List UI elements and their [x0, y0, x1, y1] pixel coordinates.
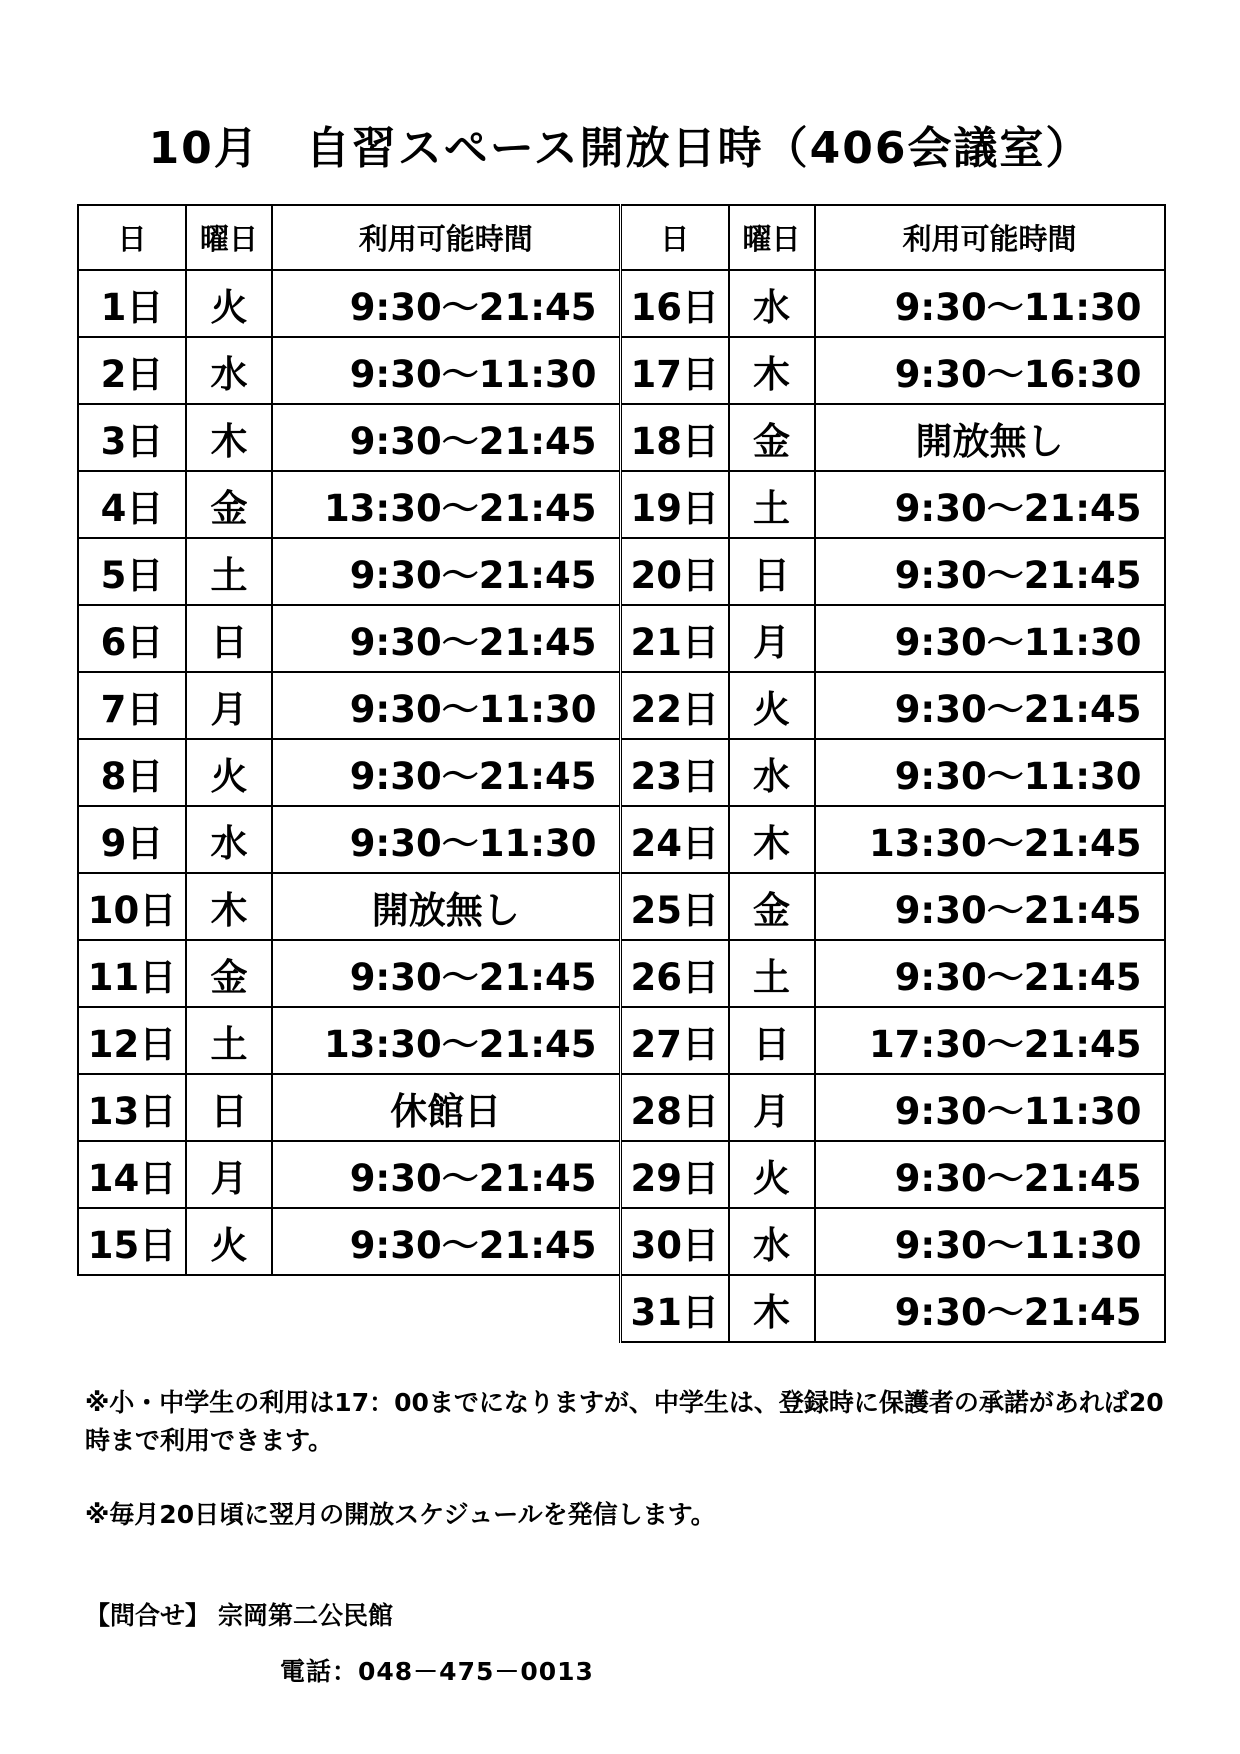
weekday-cell: 日	[729, 538, 815, 605]
table-row	[78, 538, 620, 605]
hours-cell: 9:30～11:30	[272, 806, 620, 873]
weekday-cell: 土	[729, 471, 815, 538]
day-cell: 29日	[621, 1141, 729, 1208]
hours-cell: 9:30～21:45	[272, 538, 620, 605]
contact-phone: 電話：048－475－0013	[280, 1657, 594, 1686]
weekday-cell: 月	[729, 1074, 815, 1141]
contact	[85, 1596, 393, 1632]
day-cell: 17日	[621, 337, 729, 404]
day-cell: 7日	[78, 672, 186, 739]
hours-cell: 9:30～11:30	[272, 672, 620, 739]
weekday-cell: 土	[186, 1007, 272, 1074]
table-row	[78, 605, 620, 672]
day-cell: 20日	[621, 538, 729, 605]
table-row	[78, 940, 620, 1007]
day-cell: 10日	[78, 873, 186, 940]
table-row	[78, 873, 620, 940]
weekday-cell: 火	[186, 739, 272, 806]
hours-cell: 13:30～21:45	[272, 471, 620, 538]
weekday-cell: 金	[729, 873, 815, 940]
day-cell: 21日	[621, 605, 729, 672]
day-cell: 27日	[621, 1007, 729, 1074]
weekday-cell: 土	[729, 940, 815, 1007]
header-weekday: 曜日	[729, 205, 815, 270]
hours-cell: 13:30～21:45	[815, 806, 1165, 873]
table-header-row	[78, 205, 620, 270]
day-cell: 8日	[78, 739, 186, 806]
table-row	[621, 873, 1165, 940]
day-cell: 19日	[621, 471, 729, 538]
weekday-cell: 日	[729, 1007, 815, 1074]
table-row	[78, 1074, 620, 1141]
weekday-cell: 水	[186, 337, 272, 404]
day-cell: 25日	[621, 873, 729, 940]
day-cell: 23日	[621, 739, 729, 806]
hours-cell: 9:30～21:45	[272, 404, 620, 471]
table-row	[621, 538, 1165, 605]
day-cell: 2日	[78, 337, 186, 404]
weekday-cell: 水	[729, 739, 815, 806]
table-row	[621, 270, 1165, 337]
day-cell: 26日	[621, 940, 729, 1007]
day-cell: 30日	[621, 1208, 729, 1275]
table-row	[78, 404, 620, 471]
closed-cell: 開放無し	[272, 873, 620, 940]
weekday-cell: 火	[729, 672, 815, 739]
table-row	[621, 806, 1165, 873]
hours-cell: 9:30～21:45	[815, 672, 1165, 739]
table-row	[78, 471, 620, 538]
day-cell: 3日	[78, 404, 186, 471]
day-cell: 12日	[78, 1007, 186, 1074]
hours-cell: 9:30～21:45	[272, 605, 620, 672]
table-row	[621, 1007, 1165, 1074]
day-cell: 11日	[78, 940, 186, 1007]
weekday-cell: 月	[186, 1141, 272, 1208]
day-cell: 6日	[78, 605, 186, 672]
closed-cell: 休館日	[272, 1074, 620, 1141]
hours-cell: 9:30～21:45	[272, 739, 620, 806]
day-cell: 24日	[621, 806, 729, 873]
hours-cell: 9:30～11:30	[815, 605, 1165, 672]
hours-cell: 9:30～21:45	[272, 270, 620, 337]
table-row	[621, 1141, 1165, 1208]
table-row	[621, 739, 1165, 806]
hours-cell: 13:30～21:45	[272, 1007, 620, 1074]
day-cell: 18日	[621, 404, 729, 471]
hours-cell: 17:30～21:45	[815, 1007, 1165, 1074]
hours-cell: 9:30～21:45	[815, 471, 1165, 538]
weekday-cell: 木	[186, 873, 272, 940]
weekday-cell: 土	[186, 538, 272, 605]
weekday-cell: 金	[186, 471, 272, 538]
hours-cell: 9:30～16:30	[815, 337, 1165, 404]
hours-cell: 9:30～21:45	[815, 1141, 1165, 1208]
hours-cell: 9:30～11:30	[815, 739, 1165, 806]
note-students: ※小・中学生の利用は17：00までになりますが、中学生は、登録時に保護者の承諾があれば20時まで利用できます。	[85, 1388, 1164, 1455]
hours-cell: 9:30～11:30	[815, 270, 1165, 337]
hours-cell: 9:30～21:45	[815, 940, 1165, 1007]
hours-cell: 9:30～11:30	[815, 1074, 1165, 1141]
day-cell: 28日	[621, 1074, 729, 1141]
table-row	[621, 471, 1165, 538]
weekday-cell: 水	[729, 1208, 815, 1275]
hours-cell: 9:30～21:45	[272, 940, 620, 1007]
notes	[85, 1384, 1165, 1570]
weekday-cell: 火	[186, 270, 272, 337]
day-cell: 9日	[78, 806, 186, 873]
hours-cell: 9:30～21:45	[815, 538, 1165, 605]
day-cell: 13日	[78, 1074, 186, 1141]
table-row	[621, 940, 1165, 1007]
weekday-cell: 火	[186, 1208, 272, 1275]
table-row	[78, 337, 620, 404]
weekday-cell: 火	[729, 1141, 815, 1208]
hours-cell: 9:30～11:30	[272, 337, 620, 404]
day-cell: 1日	[78, 270, 186, 337]
weekday-cell: 木	[729, 1275, 815, 1342]
weekday-cell: 水	[186, 806, 272, 873]
weekday-cell: 日	[186, 1074, 272, 1141]
hours-cell: 9:30～21:45	[815, 1275, 1165, 1342]
weekday-cell: 月	[186, 672, 272, 739]
table-row	[78, 739, 620, 806]
weekday-cell: 木	[729, 337, 815, 404]
weekday-cell: 月	[729, 605, 815, 672]
hours-cell: 9:30～21:45	[272, 1141, 620, 1208]
table-row	[78, 672, 620, 739]
table-row	[78, 806, 620, 873]
day-cell: 31日	[621, 1275, 729, 1342]
day-cell: 4日	[78, 471, 186, 538]
closed-cell: 開放無し	[815, 404, 1165, 471]
table-row	[621, 337, 1165, 404]
page-title: 10月 自習スペース開放日時（406会議室）	[148, 123, 1092, 174]
schedule-table-left	[77, 204, 622, 1276]
table-row	[621, 1275, 1165, 1342]
note-schedule: ※毎月20日頃に翌月の開放スケジュールを発信します。	[85, 1500, 716, 1529]
contact-label: 【問合せ】	[85, 1601, 211, 1630]
day-cell: 14日	[78, 1141, 186, 1208]
header-hours: 利用可能時間	[815, 205, 1165, 270]
contact-organization: 宗岡第二公民館	[218, 1601, 394, 1630]
table-row	[621, 605, 1165, 672]
table-row	[621, 404, 1165, 471]
weekday-cell: 日	[186, 605, 272, 672]
weekday-cell: 木	[729, 806, 815, 873]
day-cell: 16日	[621, 270, 729, 337]
weekday-cell: 金	[186, 940, 272, 1007]
schedule-table-right	[619, 204, 1166, 1343]
table-header-row	[621, 205, 1165, 270]
table-row	[621, 672, 1165, 739]
table-row	[621, 1208, 1165, 1275]
hours-cell: 9:30～21:45	[815, 873, 1165, 940]
table-row	[78, 1141, 620, 1208]
header-day: 日	[621, 205, 729, 270]
weekday-cell: 水	[729, 270, 815, 337]
header-weekday: 曜日	[186, 205, 272, 270]
day-cell: 22日	[621, 672, 729, 739]
weekday-cell: 木	[186, 404, 272, 471]
table-row	[78, 1007, 620, 1074]
table-row	[78, 1208, 620, 1275]
hours-cell: 9:30～11:30	[815, 1208, 1165, 1275]
day-cell: 5日	[78, 538, 186, 605]
header-day: 日	[78, 205, 186, 270]
day-cell: 15日	[78, 1208, 186, 1275]
table-row	[621, 1074, 1165, 1141]
hours-cell: 9:30～21:45	[272, 1208, 620, 1275]
weekday-cell: 金	[729, 404, 815, 471]
table-row	[78, 270, 620, 337]
header-hours: 利用可能時間	[272, 205, 620, 270]
